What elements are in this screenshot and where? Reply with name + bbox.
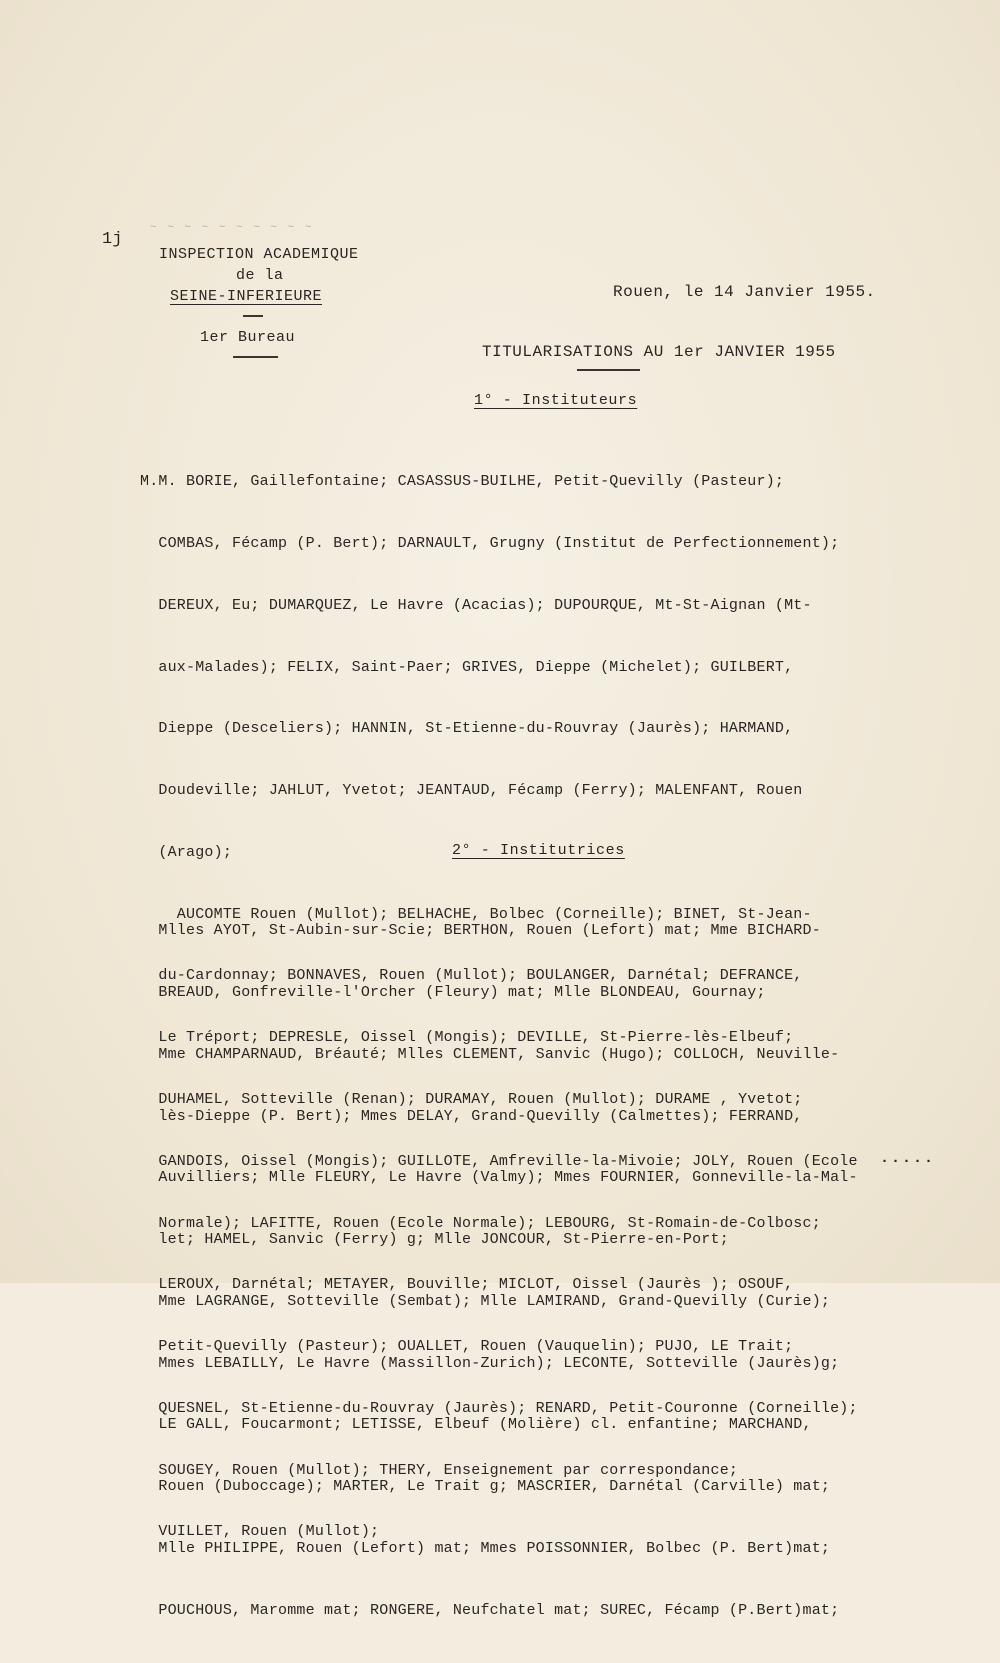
list-line: Dieppe (Desceliers); HANNIN, St-Etienne-du-Rouvray (Jaurès); HARMAND, <box>140 720 794 738</box>
list-line: M.M. BORIE, Gaillefontaine; CASASSUS-BUILHE, Petit-Quevilly (Pasteur); <box>140 473 785 491</box>
list-line: lès-Dieppe (P. Bert); Mmes DELAY, Grand-Quevilly (Calmettes); FERRAND, <box>140 1107 803 1125</box>
header-line-1: INSPECTION ACADEMIQUE <box>159 246 359 263</box>
list-line: Le Tréport; DEPRESLE, Oissel (Mongis); DEVILLE, St-Pierre-lès-Elbeuf; <box>140 1029 794 1047</box>
list-line: du-Cardonnay; BONNAVES, Rouen (Mullot); BOULANGER, Darnétal; DEFRANCE, <box>140 967 803 985</box>
list-line: VUILLET, Rouen (Mullot); <box>140 1523 380 1541</box>
place-date: Rouen, le 14 Janvier 1955. <box>613 283 876 301</box>
list-line: COMBAS, Fécamp (P. Bert); DARNAULT, Grugny (Institut de Perfectionnement); <box>140 534 840 552</box>
page-number: 1j <box>102 230 123 249</box>
list-line: Mlles AYOT, St-Aubin-sur-Scie; BERTHON, Rouen (Lefort) mat; Mme BICHARD- <box>140 922 821 940</box>
list-line: LEROUX, Darnétal; METAYER, Bouville; MICLOT, Oissel (Jaurès ); OSOUF, <box>140 1276 794 1294</box>
list-line: QUESNEL, St-Etienne-du-Rouvray (Jaurès); RENARD, Petit-Couronne (Corneille); <box>140 1399 858 1417</box>
list-line: POUCHOUS, Maromme mat; RONGERE, Neufchatel mat; SUREC, Fécamp (P.Bert)mat; <box>140 1601 840 1619</box>
list-line: DEREUX, Eu; DUMARQUEZ, Le Havre (Acacias); DUPOURQUE, Mt-St-Aignan (Mt- <box>140 596 812 614</box>
section-heading-instituteurs: 1° - Instituteurs <box>474 392 638 409</box>
list-line: BREAUD, Gonfreville-l'Orcher (Fleury) mat; Mlle BLONDEAU, Gournay; <box>140 983 766 1001</box>
list-line: DUHAMEL, Sotteville (Renan); DURAMAY, Rouen (Mullot); DURAME , Yvetot; <box>140 1091 803 1108</box>
list-line: Petit-Quevilly (Pasteur); OUALLET, Rouen (Vauquelin); PUJO, LE Trait; <box>140 1338 794 1356</box>
header-line-2: de la <box>236 267 284 284</box>
list-line: Mme LAGRANGE, Sotteville (Sembat); Mlle LAMIRAND, Grand-Quevilly (Curie); <box>140 1292 831 1310</box>
list-line: aux-Malades); FELIX, Saint-Paer; GRIVES, Dieppe (Michelet); GUILBERT, <box>140 658 794 676</box>
list-line: Mmes LEBAILLY, Le Havre (Massillon-Zurich); LECONTE, Sotteville (Jaurès)g; <box>140 1354 840 1372</box>
section-heading-institutrices: 2° - Institutrices <box>452 842 625 859</box>
list-line: Mlle PHILIPPE, Rouen (Lefort) mat; Mmes POISSONNIER, Bolbec (P. Bert)mat; <box>140 1540 831 1557</box>
document-title: TITULARISATIONS AU 1er JANVIER 1955 <box>482 343 836 361</box>
bureau-separator <box>233 356 278 358</box>
continuation-dots: ..... <box>880 1150 936 1167</box>
list-line: LE GALL, Foucarmont; LETISSE, Elbeuf (Molière) cl. enfantine; MARCHAND, <box>140 1416 812 1434</box>
list-line: Mme CHAMPARNAUD, Bréauté; Mlles CLEMENT, Sanvic (Hugo); COLLOCH, Neuville- <box>140 1045 840 1063</box>
institutrices-list <box>140 880 990 1663</box>
faint-bleed-text: ~ ~ ~ ~ ~ ~ ~ ~ ~ ~ <box>150 222 314 234</box>
header-separator <box>243 315 263 317</box>
bureau-label: 1er Bureau <box>200 329 296 346</box>
list-line: Auvilliers; Mlle FLEURY, Le Havre (Valmy); Mmes FOURNIER, Gonneville-la-Mal- <box>140 1169 858 1187</box>
list-line: Normale); LAFITTE, Rouen (Ecole Normale); LEBOURG, St-Romain-de-Colbosc; <box>140 1214 821 1232</box>
list-line: GANDOIS, Oissel (Mongis); GUILLOTE, Amfreville-la-Mivoie; JOLY, Rouen (Ecole <box>140 1152 858 1170</box>
list-line: AUCOMTE Rouen (Mullot); BELHACHE, Bolbec (Corneille); BINET, St-Jean- <box>140 905 812 923</box>
list-line: Doudeville; JAHLUT, Yvetot; JEANTAUD, Fécamp (Ferry); MALENFANT, Rouen <box>140 782 803 800</box>
list-line: SOUGEY, Rouen (Mullot); THERY, Enseignement par correspondance; <box>140 1461 739 1479</box>
list-line: let; HAMEL, Sanvic (Ferry) g; Mlle JONCOUR, St-Pierre-en-Port; <box>140 1231 729 1249</box>
list-line: Rouen (Duboccage); MARTER, Le Trait g; MASCRIER, Darnétal (Carville) mat; <box>140 1478 831 1496</box>
list-line: (Arago); <box>140 843 233 861</box>
title-underline <box>577 369 640 371</box>
header-line-3: SEINE-INFERIEURE <box>170 288 323 305</box>
